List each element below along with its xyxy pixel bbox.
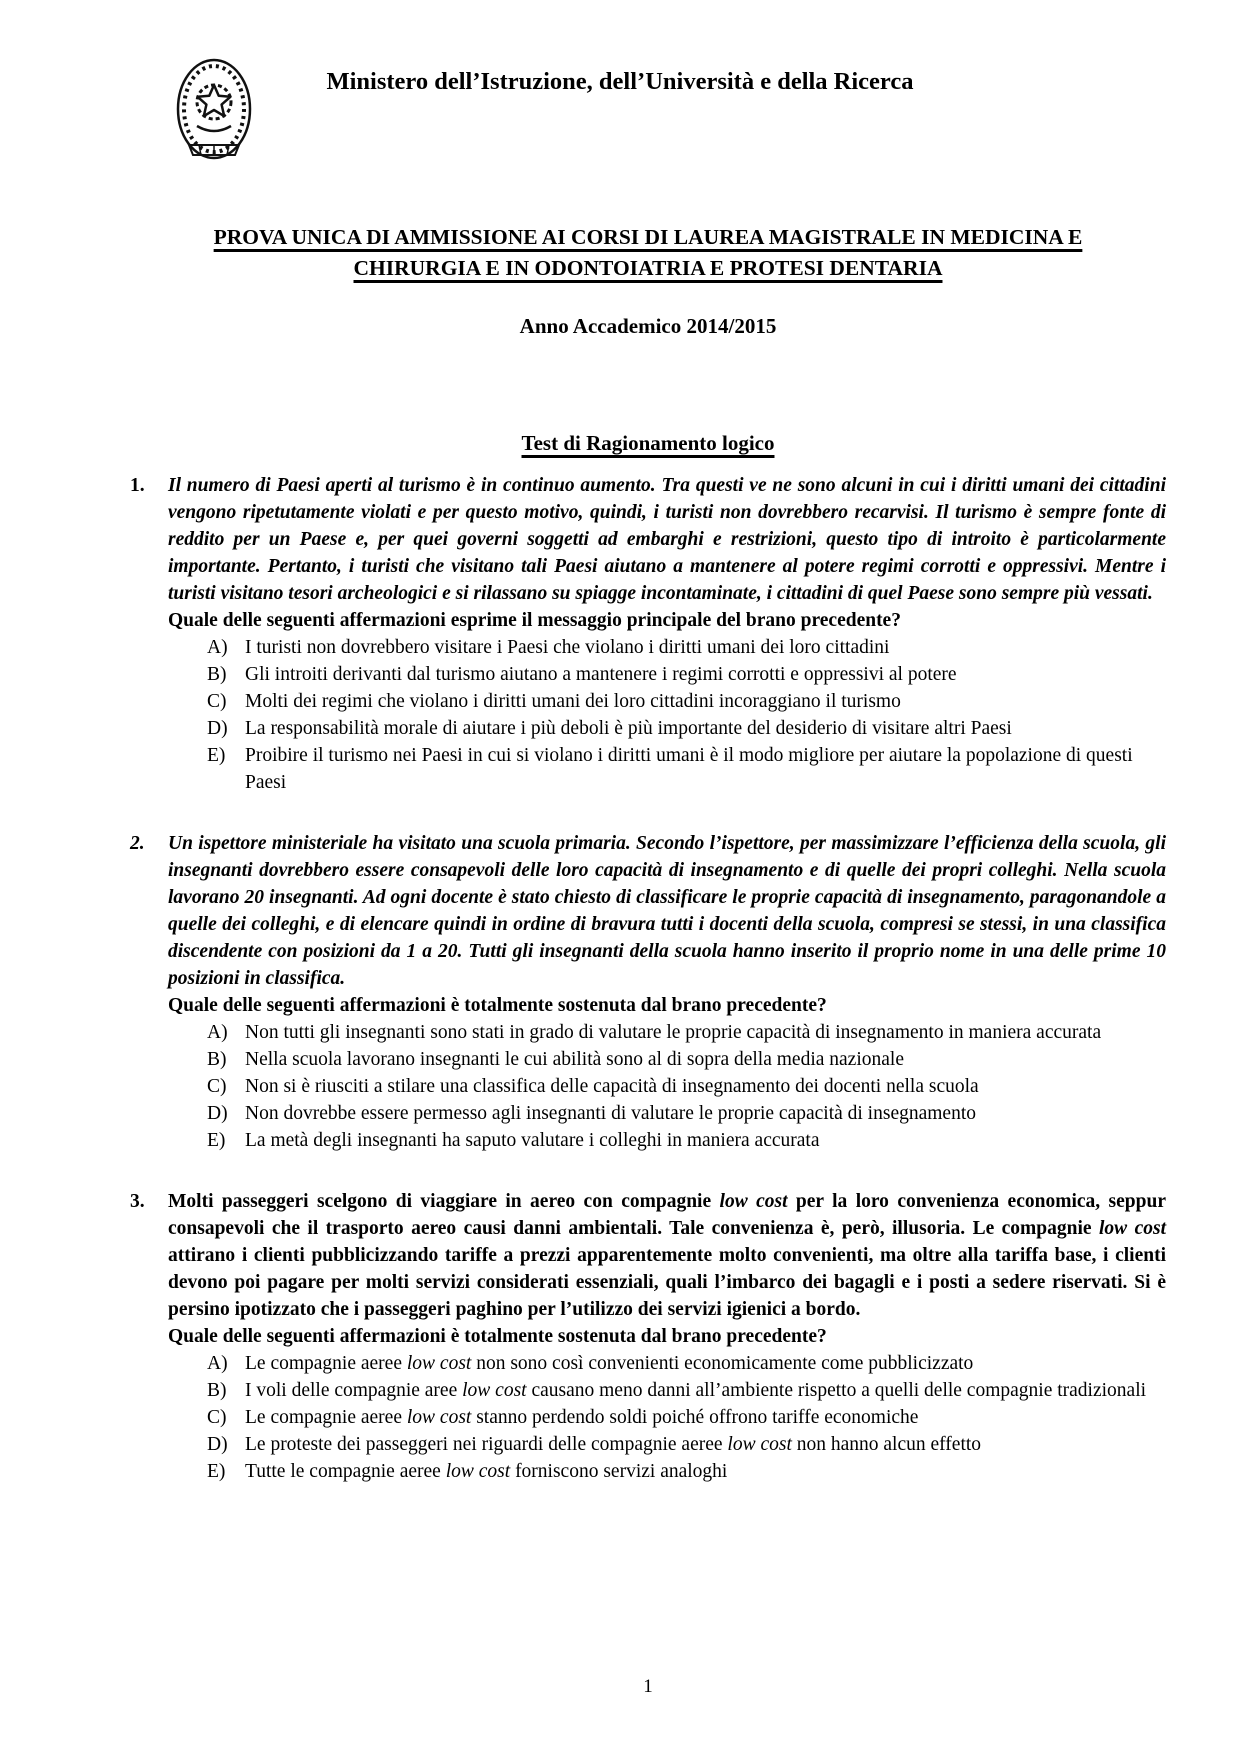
page-number: 1 [643, 1676, 653, 1697]
option-row [168, 1100, 1166, 1127]
section-heading: Test di Ragionamento logico [521, 431, 775, 455]
option-text: Le compagnie aeree low cost stanno perdendo soldi poiché offrono tariffe economiche [245, 1407, 919, 1428]
option-letter: D) [207, 718, 228, 739]
question-number: 3. [130, 1191, 145, 1212]
option-letter: C) [207, 1076, 227, 1097]
academic-year: Anno Accademico 2014/2015 [519, 314, 777, 338]
option-letter: B) [207, 664, 227, 685]
option-text: Molti dei regimi che violano i diritti umani dei loro cittadini incoraggiano il turismo [245, 691, 901, 712]
option-row [168, 1127, 1166, 1154]
option-letter: B) [207, 1049, 227, 1070]
option-text: Gli introiti derivanti dal turismo aiutano a mantenere i regimi corrotti e oppressivi al potere [245, 664, 957, 685]
option-letter: A) [207, 1022, 228, 1043]
option-text: I voli delle compagnie aree low cost causano meno danni all’ambiente rispetto a quelli delle compagnie tradizionali [245, 1380, 1147, 1401]
option-row [168, 634, 1166, 661]
option-text: Non si è riusciti a stilare una classifica delle capacità di insegnamento dei docenti nella scuola [245, 1076, 979, 1097]
question-number: 1. [130, 475, 145, 496]
option-letter: B) [207, 1380, 227, 1401]
question-3 [130, 1188, 1166, 1485]
option-letter: A) [207, 637, 228, 658]
option-text: Le proteste dei passeggeri nei riguardi delle compagnie aeree low cost non hanno alcun effetto [245, 1434, 982, 1455]
option-text: Non tutti gli insegnanti sono stati in grado di valutare le proprie capacità di insegnamento in maniera accurata [245, 1022, 1102, 1043]
options [168, 1350, 1166, 1485]
option-text: Nella scuola lavorano insegnanti le cui abilità sono al di sopra della media nazionale [245, 1049, 904, 1070]
option-text: I turisti non dovrebbero visitare i Paesi che violano i diritti umani dei loro cittadini [245, 637, 890, 658]
option-row [168, 1377, 1166, 1404]
option-row [168, 688, 1166, 715]
option-letter: C) [207, 691, 227, 712]
option-letter: D) [207, 1103, 228, 1124]
option-text: Tutte le compagnie aeree low cost forniscono servizi analoghi [245, 1461, 728, 1482]
question-passage: Un ispettore ministeriale ha visitato una scuola primaria. Secondo l’ispettore, per massimizzare l’efficienza della scuola, gli insegnanti dovrebbero essere consapevoli delle loro capacità di insegnamento e di quelle dei propri colleghi. Nella scuola lavorano 20 insegnanti. Ad ogni docente è stato chiesto di classificare le proprie capacità di insegnamento, paragonandole a quelle dei colleghi, e di elencare quindi in ordine di bravura tutti i docenti della scuola, compresi se stessi, in una classifica discendente con posizioni da 1 a 20. Tutti gli insegnanti della scuola hanno inserito il proprio nome in una delle prime 10 posizioni in classifica. [168, 833, 1166, 989]
option-row [168, 1073, 1166, 1100]
option-row [168, 1431, 1166, 1458]
document-header [0, 54, 1240, 166]
ministry-header-title: Ministero dell’Istruzione, dell’Università e della Ricerca [326, 68, 914, 95]
option-row [168, 1404, 1166, 1431]
question-stem: Quale delle seguenti affermazioni esprime il messaggio principale del brano precedente? [168, 610, 901, 631]
exam-title [130, 222, 1166, 284]
options [168, 634, 1166, 796]
options [168, 1019, 1166, 1154]
option-letter: E) [207, 1461, 226, 1482]
exam-title-line2: CHIRURGIA E IN ODONTOIATRIA E PROTESI DENTARIA [353, 256, 943, 280]
question-stem: Quale delle seguenti affermazioni è totalmente sostenuta dal brano precedente? [168, 1326, 827, 1347]
option-text: La responsabilità morale di aiutare i più deboli è più importante del desiderio di visitare altri Paesi [245, 718, 1012, 739]
option-row [168, 1046, 1166, 1073]
option-row [168, 661, 1166, 688]
option-row [168, 715, 1166, 742]
option-text: Non dovrebbe essere permesso agli insegnanti di valutare le proprie capacità di insegnamento [245, 1103, 976, 1124]
option-letter: E) [207, 745, 226, 766]
option-row [168, 742, 1166, 796]
option-row [168, 1458, 1166, 1485]
option-row [168, 1350, 1166, 1377]
option-text: Le compagnie aeree low cost non sono così convenienti economicamente come pubblicizzato [245, 1353, 974, 1374]
question-passage: Molti passeggeri scelgono di viaggiare in aereo con compagnie low cost per la loro convenienza economica, seppur consapevoli che il trasporto aereo causi danni ambientali. Tale convenienza è, però, illusoria. Le compagnie low cost attirano i clienti pubblicizzando tariffe a prezzi apparentemente molto convenienti, ma oltre alla tariffa base, i clienti devono poi pagare per molti servizi considerati essenziali, quali l’imbarco dei bagagli e i posti a sedere riservati. Si è persino ipotizzato che i passeggeri paghino per l’utilizzo dei servizi igienici a bordo. [168, 1191, 1166, 1320]
option-text: La metà degli insegnanti ha saputo valutare i colleghi in maniera accurata [245, 1130, 820, 1151]
question-1 [130, 472, 1166, 796]
italy-republic-emblem-icon [175, 58, 253, 160]
question-number: 2. [130, 833, 145, 854]
option-letter: A) [207, 1353, 228, 1374]
option-letter: D) [207, 1434, 228, 1455]
option-letter: E) [207, 1130, 226, 1151]
question-list [130, 472, 1166, 1485]
option-letter: C) [207, 1407, 227, 1428]
question-passage: Il numero di Paesi aperti al turismo è in continuo aumento. Tra questi ve ne sono alcuni in cui i diritti umani dei cittadini vengono ripetutamente violati e per questo motivo, quindi, i turisti non dovrebbero recarvisi. Il turismo è sempre fonte di reddito per un Paese e, per quei governi soggetti ad embarghi e restrizioni, questo tipo di introito è particolarmente importante. Pertanto, i turisti che visitano tali Paesi aiutano a mantenere al potere regimi corrotti e oppressivi. Mentre i turisti visitano tesori archeologici e si rilassano su spiagge incontaminate, i cittadini di quel Paese sono sempre più vessati. [168, 475, 1166, 604]
question-2 [130, 830, 1166, 1154]
option-text: Proibire il turismo nei Paesi in cui si violano i diritti umani è il modo migliore per aiutare la popolazione di questi Paesi [245, 745, 1133, 793]
document-content [0, 222, 1240, 1485]
option-row [168, 1019, 1166, 1046]
exam-title-line1: PROVA UNICA DI AMMISSIONE AI CORSI DI LAUREA MAGISTRALE IN MEDICINA E [213, 225, 1083, 249]
question-stem: Quale delle seguenti affermazioni è totalmente sostenuta dal brano precedente? [168, 995, 827, 1016]
